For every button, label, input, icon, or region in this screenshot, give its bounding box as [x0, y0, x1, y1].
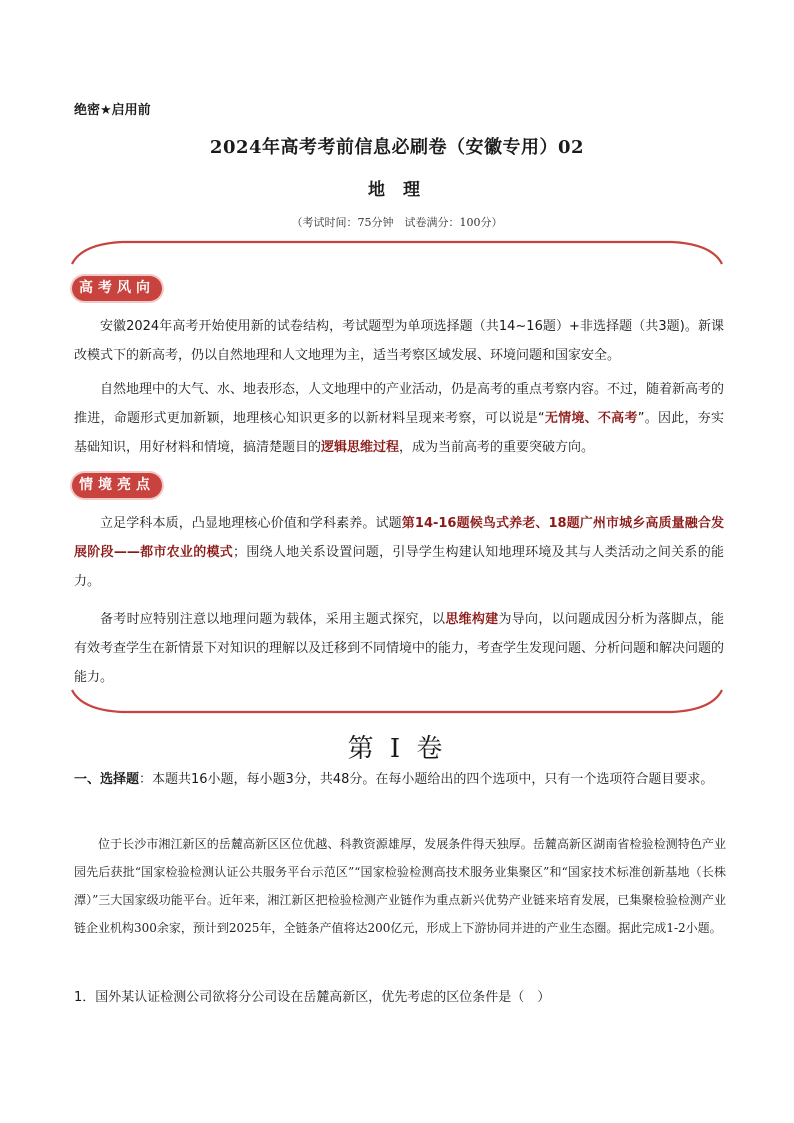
- reading-material: 位于长沙市湘江新区的岳麓高新区区位优越、科教资源雄厚，发展条件得天独厚。岳麓高新区湖南省检验检测特色产业园先后获批“国家检验检测认证公共服务平台示范区”“国家检验检测高技术服务业集聚区”和“国家技术标准创新基地（长株潭）”三大国家级功能平台。近年来，湘江新区把检验检测产业链作为重点新兴优势产业链来培育发展，已集聚检验检测产业链企业机构300余家，预计到2025年，全链条产值将达200亿元，形成上下游协同并进的产业生态圈。据此完成1-2小题。: [74, 837, 726, 935]
- p4-highlight: 思维构建: [445, 612, 499, 627]
- intro-paragraph-1: 安徽2024年高考开始使用新的试卷结构，考试题型为单项选择题（共14~16题）+非选择题（共3题)。新课改模式下的新高考，仍以自然地理和人文地理为主，适当考察区域发展、环境问题和国家安全。: [74, 319, 724, 363]
- confidential-label: 绝密★启用前: [74, 103, 151, 118]
- p3-highlight: 第14-16题候鸟式养老、18题广州市城乡高质量融合发展阶段——都市农业的模式: [74, 516, 724, 560]
- badge-scenario-highlights: 情境亮点: [72, 473, 162, 498]
- p2-text-a: 自然地理中的大气、水、地表形态，人文地理中的产业活动，仍是高考的重点考察内容。不过，随着新高考的推进，命题形式更加新颖，地理核心知识更多的以新材料呈现来考察，可以说是“: [74, 382, 725, 426]
- p2-text-b: ”。因此，夯实基础知识，用好材料和情境，搞清楚题目的: [74, 411, 724, 455]
- p3-text-a: 立足学科本质，凸显地理核心价值和学科素养。试题: [100, 516, 402, 531]
- p2-highlight-2: 逻辑思维过程: [321, 440, 400, 455]
- exam-title: 2024年高考考前信息必刷卷（安徽专用）02: [209, 137, 585, 158]
- section-text: ：本题共16小题，每小题3分，共48分。在每小题给出的四个选项中，只有一个选项符合题目要求。: [139, 772, 714, 787]
- p2-highlight-1: 无情境、不高考: [544, 411, 638, 426]
- p4-text-b: 为导向，以问题成因分析为落脚点，能有效考查学生在新情景下对知识的理解以及迁移到不同情境中的能力，考查学生发现问题、分析问题和解决问题的能力。: [74, 612, 725, 685]
- part-one-title: 第 I 卷: [347, 734, 447, 764]
- intro-paragraph-4: [74, 605, 724, 692]
- intro-paragraph-3: [74, 509, 724, 596]
- intro-paragraph-2: [74, 375, 724, 462]
- section-label: 一、选择题: [74, 772, 140, 787]
- p3-text-b: ；围绕人地关系设置问题，引导学生构建认知地理环境及其与人类活动之间关系的能力。: [74, 545, 724, 589]
- question-1: 1．国外某认证检测公司欲将分公司设在岳麓高新区，优先考虑的区位条件是（ ）: [74, 990, 551, 1005]
- section-instructions: [74, 765, 724, 794]
- subject-title: 地 理: [368, 180, 426, 200]
- p2-text-c: ，成为当前高考的重要突破方向。: [399, 440, 595, 455]
- p4-text-a: 备考时应特别注意以地理问题为载体，采用主题式探究，以: [100, 612, 446, 627]
- badge-exam-trend: 高考风向: [72, 276, 162, 301]
- exam-info: （考试时间：75分钟 试卷满分：100分）: [291, 216, 503, 229]
